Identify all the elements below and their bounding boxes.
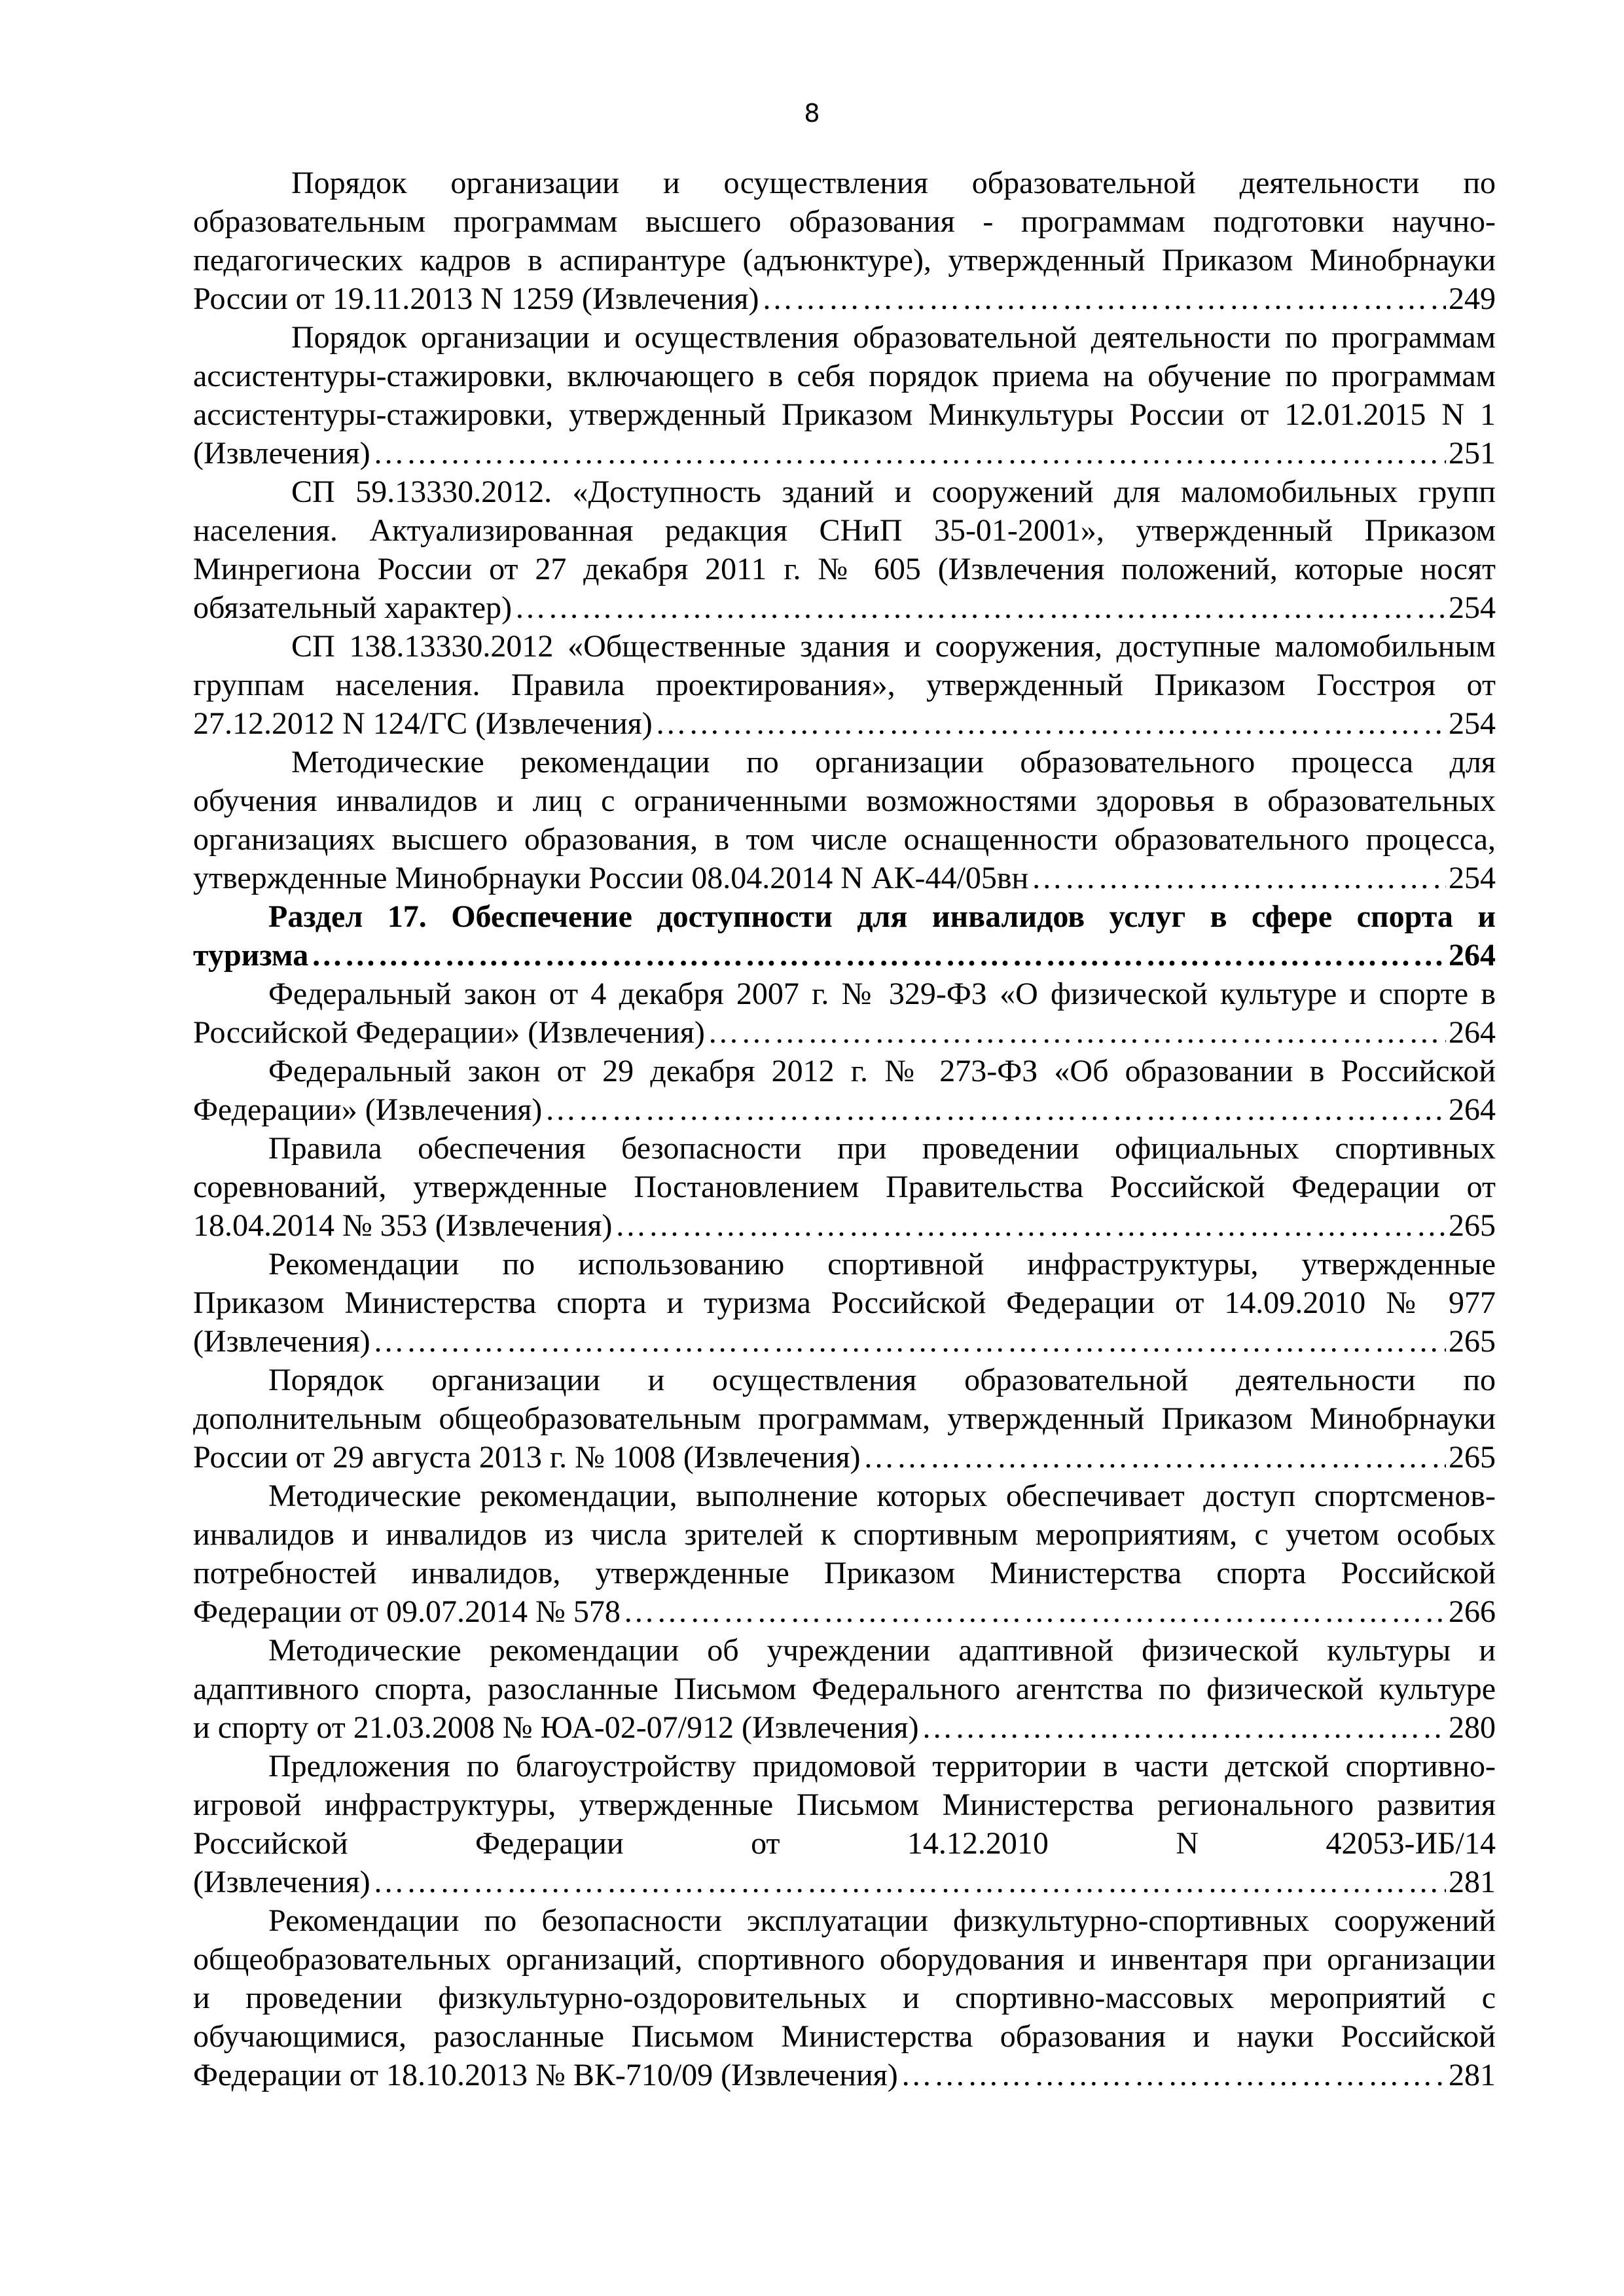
toc-entry-last-line xyxy=(193,704,1496,743)
dot-leader xyxy=(615,1206,1446,1245)
toc-entry-line xyxy=(193,1361,1496,1399)
toc-entry-text: игровой инфраструктуры, утвержденные Письмом Министерства регионального развития xyxy=(193,1787,1496,1822)
toc-page-number[interactable]: 265 xyxy=(1449,1208,1496,1243)
toc-entry[interactable] xyxy=(193,1747,1496,1901)
toc-page-number[interactable]: 254 xyxy=(1449,590,1496,625)
toc-entry-line xyxy=(193,1785,1496,1824)
toc-entry-text: инвалидов и инвалидов из числа зрителей к спортивным мероприятиям, с учетом особых xyxy=(193,1517,1496,1552)
toc-entry-text: СП 138.13330.2012 «Общественные здания и сооружения, доступные маломобильным xyxy=(291,629,1496,664)
toc-entry[interactable] xyxy=(193,1477,1496,1631)
toc-entry-text: потребностей инвалидов, утвержденные Приказом Министерства спорта Российской xyxy=(193,1556,1496,1590)
toc-entry-text: и проведении физкультурно-оздоровительных и спортивно-массовых мероприятий с xyxy=(193,1981,1496,2015)
toc-entry-line xyxy=(193,1129,1496,1168)
table-of-contents xyxy=(193,164,1496,2094)
toc-entry-line xyxy=(193,241,1496,279)
toc-entry-text: ассистентуры-стажировки, включающего в себя порядок приема на обучение по программам xyxy=(193,359,1496,393)
toc-entry[interactable] xyxy=(193,1052,1496,1129)
toc-entry-last-line xyxy=(193,434,1496,473)
dot-leader xyxy=(373,434,1446,473)
toc-entry-text: России от 29 августа 2013 г. № 1008 (Извлечения) xyxy=(193,1440,861,1475)
toc-entry-line xyxy=(193,820,1496,859)
toc-entry-text: туризма xyxy=(193,938,309,973)
toc-entry-line xyxy=(193,1979,1496,2017)
toc-entry[interactable] xyxy=(193,473,1496,627)
page-number: 8 xyxy=(804,99,820,128)
toc-entry[interactable] xyxy=(193,1631,1496,1747)
toc-entry-text: 27.12.2012 N 124/ГС (Извлечения) xyxy=(193,706,653,741)
toc-entry-text: 18.04.2014 № 353 (Извлечения) xyxy=(193,1208,613,1243)
toc-entry-text: дополнительным общеобразовательным программам, утвержденный Приказом Минобрнауки xyxy=(193,1401,1496,1436)
toc-entry-last-line xyxy=(193,1708,1496,1747)
toc-page-number[interactable]: 249 xyxy=(1449,281,1496,316)
toc-entry-text: группам населения. Правила проектирования», утвержденный Приказом Госстроя от xyxy=(193,668,1496,702)
toc-section-heading[interactable] xyxy=(193,897,1496,975)
toc-entry-line xyxy=(193,1168,1496,1206)
toc-entry-line xyxy=(193,1631,1496,1670)
toc-entry-text: обучения инвалидов и лиц с ограниченными возможностями здоровья в образовательных xyxy=(193,783,1496,818)
toc-entry-last-line xyxy=(193,1090,1496,1129)
toc-entry-text: СП 59.13330.2012. «Доступность зданий и сооружений для маломобильных групп xyxy=(291,475,1496,509)
toc-entry-line xyxy=(193,1554,1496,1592)
dot-leader xyxy=(373,1863,1446,1901)
toc-entry-text: Федерации от 09.07.2014 № 578 xyxy=(193,1594,621,1629)
toc-entry[interactable] xyxy=(193,743,1496,897)
toc-entry-text: обязательный характер) xyxy=(193,590,513,625)
toc-entry-last-line xyxy=(193,1863,1496,1901)
toc-entry-line xyxy=(193,1901,1496,1940)
toc-entry-text: (Извлечения) xyxy=(193,1324,370,1359)
toc-page-number[interactable]: 264 xyxy=(1449,938,1496,973)
dot-leader xyxy=(1031,859,1446,897)
dot-leader xyxy=(514,588,1446,627)
toc-entry-line xyxy=(193,1670,1496,1708)
toc-entry-text: Федерации от 18.10.2013 № ВК-710/09 (Извлечения) xyxy=(193,2058,898,2092)
toc-entry-last-line xyxy=(193,2056,1496,2094)
toc-entry-text: обучающимися, разосланные Письмом Министерства образования и науки Российской xyxy=(193,2019,1496,2054)
toc-entry-text: Федерации» (Извлечения) xyxy=(193,1092,543,1127)
toc-entry-text: организациях высшего образования, в том числе оснащенности образовательного процесса, xyxy=(193,822,1496,857)
toc-entry[interactable] xyxy=(193,1129,1496,1245)
toc-entry-text: Федеральный закон от 29 декабря 2012 г. № 273-ФЗ «Об образовании в Российской xyxy=(268,1054,1496,1088)
toc-entry-text: (Извлечения) xyxy=(193,1865,370,1899)
toc-entry-text: Методические рекомендации, выполнение которых обеспечивает доступ спортсменов- xyxy=(268,1479,1496,1513)
toc-page-number[interactable]: 251 xyxy=(1449,436,1496,471)
toc-entry-text: ассистентуры-стажировки, утвержденный Приказом Минкультуры России от 12.01.2015 N 1 xyxy=(193,397,1496,432)
toc-entry-text: Российской Федерации от 14.12.2010 N 42053-ИБ/14 xyxy=(193,1826,1496,1861)
toc-page-number[interactable]: 281 xyxy=(1449,1865,1496,1899)
toc-entry-line xyxy=(193,975,1496,1013)
toc-entry-text: населения. Актуализированная редакция СНиП 35-01-2001», утвержденный Приказом xyxy=(193,513,1496,548)
toc-entry[interactable] xyxy=(193,1245,1496,1361)
toc-entry-text: Правила обеспечения безопасности при проведении официальных спортивных xyxy=(268,1131,1496,1166)
toc-entry-text: Рекомендации по использованию спортивной инфраструктуры, утвержденные xyxy=(268,1247,1496,1282)
toc-entry[interactable] xyxy=(193,164,1496,318)
toc-entry-text: (Извлечения) xyxy=(193,436,370,471)
toc-entry-line xyxy=(193,1477,1496,1515)
toc-entry-line xyxy=(193,202,1496,241)
toc-entry-line xyxy=(193,627,1496,666)
dot-leader xyxy=(311,936,1446,975)
toc-page-number[interactable]: 265 xyxy=(1449,1324,1496,1359)
toc-entry-text: Порядок организации и осуществления образовательной деятельности по xyxy=(291,166,1496,200)
toc-entry-line xyxy=(193,2017,1496,2056)
toc-entry-line xyxy=(193,1283,1496,1322)
toc-entry-last-line xyxy=(193,1013,1496,1052)
toc-entry[interactable] xyxy=(193,318,1496,473)
toc-page-number[interactable]: 254 xyxy=(1449,706,1496,741)
dot-leader xyxy=(708,1013,1446,1052)
toc-entry-text: и спорту от 21.03.2008 № ЮА-02-07/912 (Извлечения) xyxy=(193,1710,919,1745)
toc-entry-line xyxy=(193,473,1496,511)
toc-entry-last-line xyxy=(193,279,1496,318)
toc-entry-line xyxy=(193,781,1496,820)
toc-entry-text: России от 19.11.2013 N 1259 (Извлечения) xyxy=(193,281,759,316)
toc-entry-line xyxy=(193,1940,1496,1979)
toc-entry-last-line xyxy=(193,1438,1496,1477)
toc-entry-text: Порядок организации и осуществления образовательной деятельности по программам xyxy=(291,320,1496,355)
toc-entry-text: утвержденные Минобрнауки России 08.04.2014 N АК-44/05вн xyxy=(193,861,1029,895)
dot-leader xyxy=(901,2056,1446,2094)
toc-entry-text: Методические рекомендации об учреждении адаптивной физической культуры и xyxy=(268,1633,1496,1668)
toc-entry-line xyxy=(193,550,1496,588)
toc-page-number[interactable]: 264 xyxy=(1449,1092,1496,1127)
toc-entry-line xyxy=(193,1052,1496,1090)
dot-leader xyxy=(545,1090,1446,1129)
toc-entry-text: Минрегиона России от 27 декабря 2011 г. № 605 (Извлечения положений, которые носят xyxy=(193,552,1496,586)
toc-page-number[interactable]: 264 xyxy=(1449,1015,1496,1050)
toc-entry-line xyxy=(193,666,1496,704)
dot-leader xyxy=(863,1438,1446,1477)
toc-entry-line xyxy=(193,897,1496,936)
toc-entry[interactable] xyxy=(193,1361,1496,1477)
toc-entry-last-line xyxy=(193,1206,1496,1245)
toc-entry-line xyxy=(193,511,1496,550)
toc-entry-line xyxy=(193,1747,1496,1785)
toc-page-number[interactable]: 266 xyxy=(1449,1594,1496,1629)
toc-entry-text: адаптивного спорта, разосланные Письмом Федерального агентства по физической культуре xyxy=(193,1672,1496,1706)
toc-entry-text: Методические рекомендации по организации образовательного процесса для xyxy=(291,745,1496,780)
dot-leader xyxy=(922,1708,1446,1747)
toc-entry-line xyxy=(193,1515,1496,1554)
toc-entry-line xyxy=(193,164,1496,202)
toc-entry-line xyxy=(193,1399,1496,1438)
toc-entry-last-line xyxy=(193,859,1496,897)
dot-leader xyxy=(373,1322,1446,1361)
toc-entry-text: Порядок организации и осуществления образовательной деятельности по xyxy=(268,1363,1496,1397)
toc-entry-line xyxy=(193,1245,1496,1283)
toc-entry-text: соревнований, утвержденные Постановлением Правительства Российской Федерации от xyxy=(193,1170,1496,1204)
toc-entry[interactable] xyxy=(193,627,1496,743)
toc-entry-line xyxy=(193,395,1496,434)
toc-entry-line xyxy=(193,743,1496,781)
toc-page-number[interactable]: 265 xyxy=(1449,1440,1496,1475)
toc-entry-text: Приказом Министерства спорта и туризма Российской Федерации от 14.09.2010 № 977 xyxy=(193,1285,1496,1320)
toc-entry[interactable] xyxy=(193,975,1496,1052)
toc-entry-text: педагогических кадров в аспирантуре (адъюнктуре), утвержденный Приказом Минобрнауки xyxy=(193,243,1496,278)
toc-entry-text: Раздел 17. Обеспечение доступности для инвалидов услуг в сфере спорта и xyxy=(268,899,1496,934)
dot-leader xyxy=(655,704,1446,743)
toc-entry-line xyxy=(193,1824,1496,1863)
toc-page-number[interactable]: 254 xyxy=(1449,861,1496,895)
toc-entry-text: общеобразовательных организаций, спортивного оборудования и инвентаря при организации xyxy=(193,1942,1496,1977)
dot-leader xyxy=(623,1592,1446,1631)
toc-entry-text: образовательным программам высшего образования - программам подготовки научно- xyxy=(193,204,1496,239)
toc-entry-line xyxy=(193,357,1496,395)
toc-entry-text: Предложения по благоустройству придомовой территории в части детской спортивно- xyxy=(268,1749,1496,1784)
dot-leader xyxy=(762,279,1447,318)
toc-entry-last-line xyxy=(193,1322,1496,1361)
toc-page-number[interactable]: 281 xyxy=(1449,2058,1496,2092)
toc-entry[interactable] xyxy=(193,1901,1496,2094)
toc-page-number[interactable]: 280 xyxy=(1449,1710,1496,1745)
toc-entry-last-line xyxy=(193,936,1496,975)
toc-entry-line xyxy=(193,318,1496,357)
toc-entry-text: Рекомендации по безопасности эксплуатации физкультурно-спортивных сооружений xyxy=(268,1903,1496,1938)
toc-entry-text: Российской Федерации» (Извлечения) xyxy=(193,1015,705,1050)
toc-entry-last-line xyxy=(193,588,1496,627)
toc-entry-last-line xyxy=(193,1592,1496,1631)
toc-entry-text: Федеральный закон от 4 декабря 2007 г. № 329-ФЗ «О физической культуре и спорте в xyxy=(268,977,1496,1011)
